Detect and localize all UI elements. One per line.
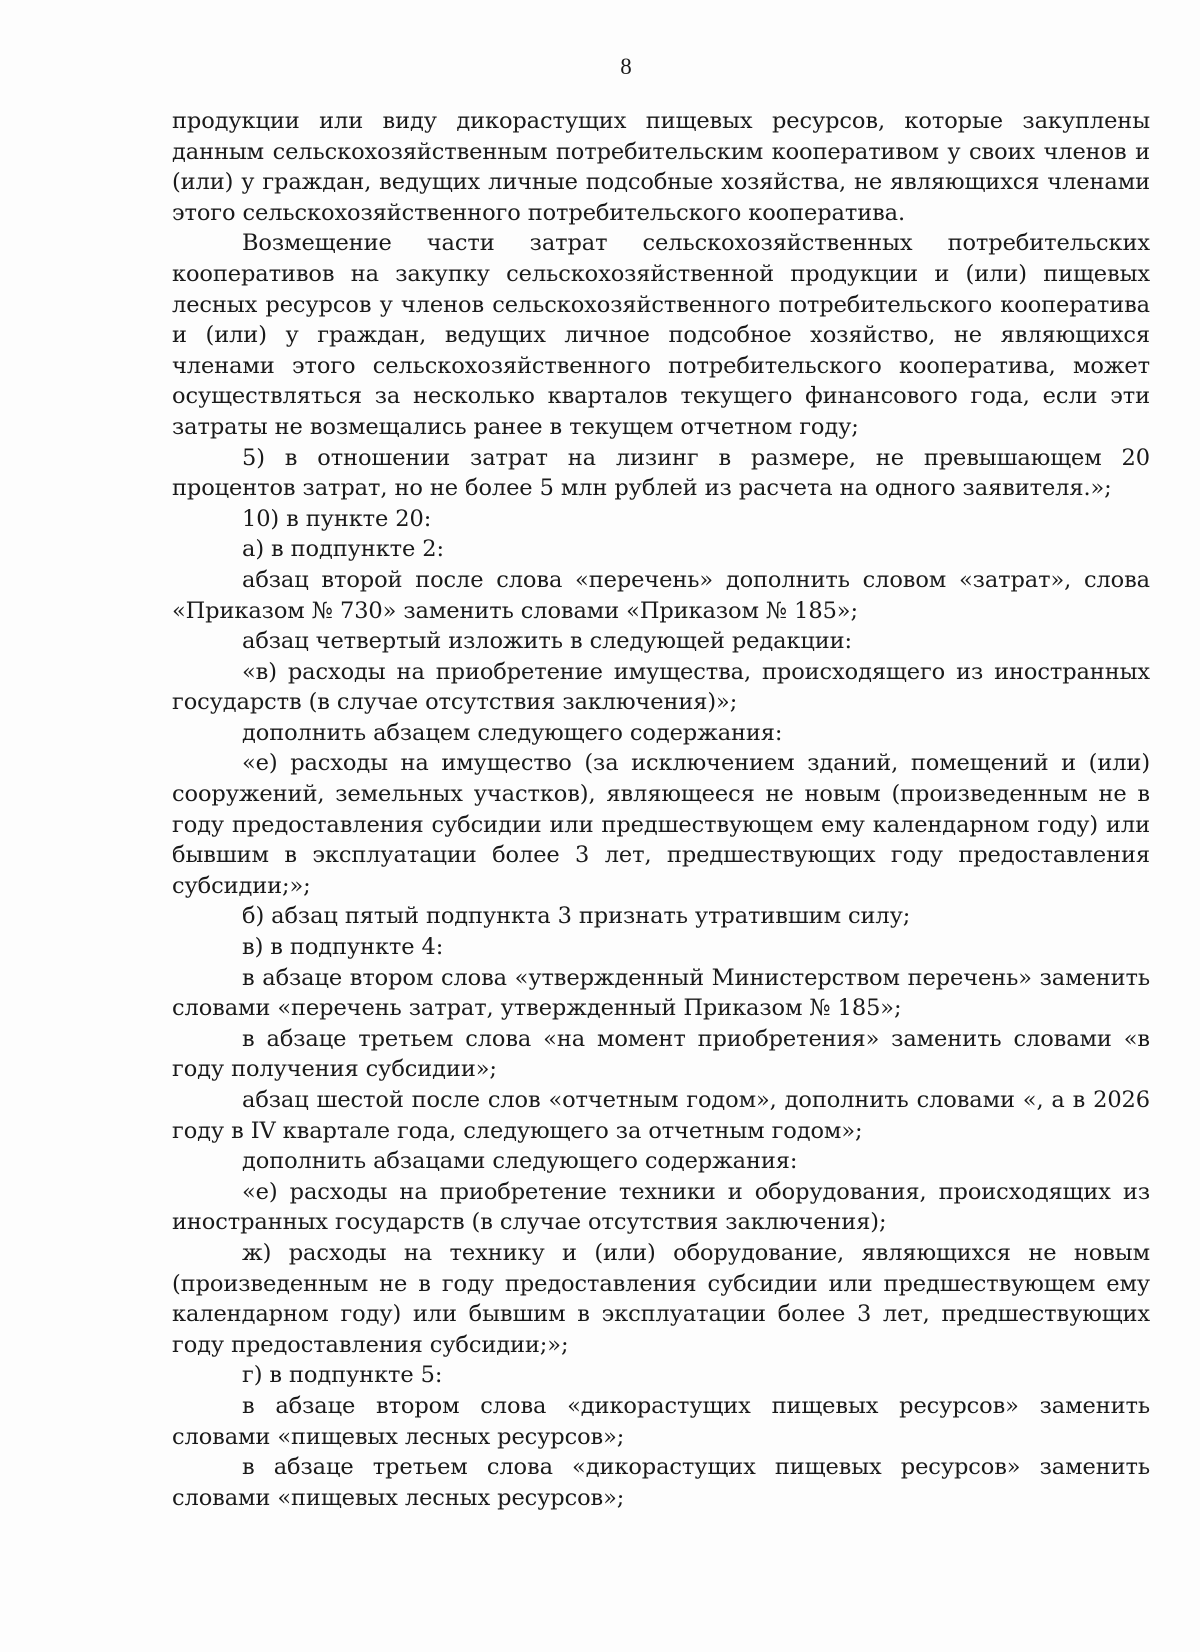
paragraph: в абзаце втором слова «утвержденный Министерством перечень» заменить словами «перечень затрат, утвержденный Приказом № 185»; — [172, 964, 1150, 1022]
paragraph: абзац шестой после слов «отчетным годом», дополнить словами «, а в 2026 году в IV квартале года, следующего за отчетным годом»; — [172, 1087, 1150, 1144]
paragraph: в абзаце третьем слова «на момент приобретения» заменить словами «в году получения субсидии»; — [172, 1025, 1150, 1083]
paragraph: г) в подпункте 5: — [242, 1362, 443, 1389]
paragraph: «е) расходы на приобретение техники и оборудования, происходящих из иностранных государств (в случае отсутствия заключения); — [172, 1178, 1150, 1236]
paragraph: 10) в пункте 20: — [242, 505, 432, 532]
paragraph: абзац четвертый изложить в следующей редакции: — [242, 628, 853, 655]
paragraph-continuation: продукции или виду дикорастущих пищевых ресурсов, которые закуплены данным сельскохозяйственным потребительским кооперативом у своих членов и (или) у граждан, ведущих личные подсобные хозяйства, не являющихся членами этого сельскохозяйственного потребительского кооператива. — [172, 108, 1150, 226]
paragraph: в) в подпункте 4: — [242, 934, 444, 961]
paragraph: дополнить абзацами следующего содержания: — [242, 1148, 798, 1175]
paragraph: «е) расходы на имущество (за исключением зданий, помещений и (или) сооружений, земельных участков), являющееся не новым (произведенным не в году предоставления субсидии или предшествующем ему календарном году) или бывшим в эксплуатации более 3 лет, предшествующих году предоставления субсидии;»; — [172, 750, 1150, 899]
paragraph: абзац второй после слова «перечень» дополнить словом «затрат», слова «Приказом № 730» заменить словами «Приказом № 185»; — [172, 566, 1150, 624]
paragraph: в абзаце третьем слова «дикорастущих пищевых ресурсов» заменить словами «пищевых лесных ресурсов»; — [172, 1454, 1150, 1511]
paragraph: 5) в отношении затрат на лизинг в размере, не превышающем 20 процентов затрат, но не более 5 млн рублей из расчета на одного заявителя.»; — [172, 444, 1150, 502]
paragraph: дополнить абзацем следующего содержания: — [242, 719, 783, 746]
paragraph: «в) расходы на приобретение имущества, происходящего из иностранных государств (в случае отсутствия заключения)»; — [172, 658, 1150, 716]
paragraph: а) в подпункте 2: — [242, 536, 444, 563]
paragraph: Возмещение части затрат сельскохозяйственных потребительских кооперативов на закупку сельскохозяйственной продукции и (или) пищевых лесных ресурсов у членов сельскохозяйственного потребительского кооператива и (или) у граждан, ведущих личное подсобное хозяйство, не являющихся членами этого сельскохозяйственного потребительского кооператива, может осуществляться за несколько кварталов текущего финансового года, если эти затраты не возмещались ранее в текущем отчетном году; — [172, 230, 1150, 440]
paragraph: ж) расходы на технику и (или) оборудование, являющихся не новым (произведенным не в году предоставления субсидии или предшествующем ему календарном году) или бывшим в эксплуатации более 3 лет, предшествующих году предоставления субсидии;»; — [172, 1239, 1150, 1358]
paragraph: б) абзац пятый подпункта 3 признать утратившим силу; — [242, 903, 911, 930]
document-body — [172, 106, 1150, 1513]
paragraph: в абзаце втором слова «дикорастущих пищевых ресурсов» заменить словами «пищевых лесных ресурсов»; — [172, 1392, 1150, 1450]
page-number: 8 — [620, 54, 632, 79]
